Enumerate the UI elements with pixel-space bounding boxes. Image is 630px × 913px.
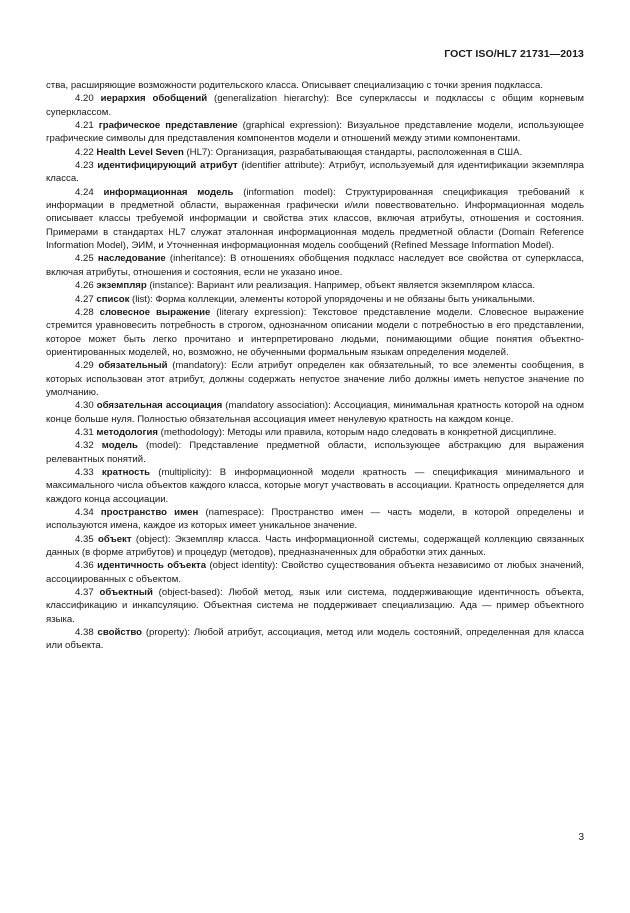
definition-entry: [46, 293, 584, 306]
entry-number: 4.20: [75, 93, 94, 105]
entry-term: пространство имен: [100, 507, 199, 518]
entry-term: экземпляр: [96, 280, 147, 292]
definition-entry: [46, 306, 584, 359]
continuation-paragraph: ства, расширяющие возможности родительского класса. Описывает специализацию с точки зрения подкласса.: [46, 80, 543, 91]
entry-number: 4.27: [75, 293, 94, 305]
entry-definition: (information model): Структурированная спецификация требований к информации в предметной области, выраженная графически и/или повествовательно. Информационная модель описывает классы требуемой информации и свойства этих классов, включая атрибуты, отношения и состояния. Примерами в стандартах HL7 служат эталонная информационная модель предметной области (Domain Reference Information Model), ЭИМ, и Уточненная информационная модель сообщений (Refined Message Information Model).: [46, 186, 585, 252]
definition-entry: [46, 626, 584, 653]
entry-term: обязательный: [98, 360, 168, 372]
definition-entry: [46, 119, 584, 146]
entry-definition: (model): Представление предметной области, использующее абстракцию для выражения релевантных понятий.: [46, 440, 584, 465]
entry-definition: (graphical expression): Визуальное представление модели, использующее графические символы для представления компонентов модели и отношений между этими компонентами.: [46, 120, 585, 145]
definition-entry: [46, 586, 584, 626]
definition-entry: [46, 186, 584, 253]
entry-term: модель: [101, 440, 138, 452]
entry-definition: (namespace): Пространство имен — часть модели, в которой определены и используются имена, каждое из которых имеет уникальное значение.: [46, 507, 585, 532]
entry-definition: (inheritance): В отношениях обобщения подкласс наследует все свойства от суперкласса, включая атрибуты, отношения и состояния, если не указано иное.: [46, 253, 584, 278]
document-body: [46, 79, 584, 653]
entry-term: наследование: [97, 253, 166, 265]
entry-definition: (object identity): Свойство существования объекта независимо от любых значений, ассоциированных с объектом.: [46, 560, 585, 585]
entry-number: 4.23: [75, 160, 94, 172]
entry-number: 4.22: [75, 146, 94, 158]
entry-definition: (object-based): Любой метод, язык или система, поддерживающие идентичность объекта, классификацию и инкапсуляцию. Объектная система не поддерживает специализацию. Ада — пример объектного языка.: [46, 587, 584, 625]
entry-term: идентичность объекта: [97, 560, 207, 572]
entry-definition: (mandatory association): Ассоциация, минимальная кратность которой на одном конце больше нуля. Полностью обязательная ассоциация имеет ненулевую кратность на каждом конце.: [46, 400, 584, 425]
entry-number: 4.26: [75, 280, 94, 292]
entry-number: 4.24: [75, 186, 94, 198]
entry-number: 4.38: [75, 627, 94, 639]
entry-number: 4.37: [75, 587, 94, 599]
entry-definition: (literary expression): Текстовое представление модели. Словесное выражение стремится уравновесить потребность в строгом, однозначном описании модели с потребностью в его представлении, которое может быть легко прочитано и интерпретировано людьми, понимающими общие понятия объектно-ориентированных моделей, но, возможно, не обученными формальным языкам определения моделей.: [46, 306, 585, 358]
entry-definition: (methodology): Методы или правила, которым надо следовать в конкретной дисциплине.: [158, 426, 557, 438]
entry-term: графическое представление: [98, 120, 238, 132]
entry-definition: (object): Экземпляр класса. Часть информационной системы, содержащей коллекцию связанных данных (в форме атрибутов) и процедур (методов), предназначенных для обработки этих данных.: [46, 533, 584, 559]
page-number: 3: [578, 832, 584, 843]
entry-definition: (HL7): Организация, разрабатывающая стандарты, расположенная в США.: [183, 146, 523, 158]
entry-definition: (mandatory): Если атрибут определен как обязательный, то все элементы сообщения, в которых использован этот атрибут, должны содержать непустое значение либо должны иметь непустое значение по умолчанию.: [46, 360, 584, 398]
entry-number: 4.21: [75, 120, 94, 132]
entry-definition: (instance): Вариант или реализация. Например, объект является экземпляром класса.: [146, 280, 536, 292]
entry-term: кратность: [101, 466, 151, 478]
entry-term: словесное выражение: [99, 306, 211, 318]
entry-number: 4.31: [75, 426, 94, 438]
entry-term: объектный: [99, 587, 153, 599]
entry-definition: (list): Форма коллекции, элементы которой упорядочены и не обязаны быть уникальными.: [129, 293, 535, 305]
definition-entry: [46, 252, 584, 279]
entry-definition: (property): Любой атрибут, ассоциация, метод или модель состояний, определенная для класса или объекта.: [46, 627, 584, 652]
definition-entry: [46, 559, 584, 586]
entry-term: свойство: [97, 627, 143, 639]
entry-number: 4.28: [75, 306, 94, 318]
entry-number: 4.35: [75, 533, 94, 545]
definition-entry: [46, 506, 584, 533]
entry-number: 4.29: [75, 360, 94, 372]
definition-entry: [46, 466, 584, 506]
entry-term: обязательная ассоциация: [96, 400, 223, 412]
entry-number: 4.30: [75, 400, 94, 412]
definition-entry: [46, 426, 584, 439]
definition-entry: [46, 279, 584, 292]
entry-number: 4.36: [75, 560, 94, 572]
entry-term: информационная модель: [103, 186, 234, 198]
entry-term: Health Level Seven: [96, 146, 184, 158]
document-header: ГОСТ ISO/HL7 21731—2013: [444, 48, 584, 60]
definition-entry: [46, 146, 584, 159]
entry-definition: (generalization hierarchy): Все суперклассы и подклассы с общим корневым суперклассом.: [46, 93, 584, 118]
entry-number: 4.25: [75, 253, 94, 265]
entry-number: 4.34: [75, 507, 94, 518]
entry-term: методология: [96, 426, 159, 438]
definitions-list: [46, 92, 584, 652]
definition-entry: [46, 399, 584, 426]
entry-number: 4.33: [75, 466, 94, 478]
entry-definition: (multiplicity): В информационной модели кратность — спецификация минимального и максимального числа объектов каждого класса, которые могут участвовать в ассоциации. Кратность определяется для каждого конца ассоциации.: [46, 466, 584, 505]
definition-entry: [46, 159, 584, 186]
entry-term: объект: [98, 533, 132, 545]
entry-number: 4.32: [75, 440, 94, 452]
entry-term: иерархия обобщений: [100, 93, 208, 105]
entry-definition: (identifier attribute): Атрибут, используемый для идентификации экземпляра класса.: [46, 160, 584, 185]
definition-entry: [46, 533, 584, 560]
definition-entry: [46, 359, 584, 399]
entry-term: список: [96, 293, 130, 305]
definition-entry: [46, 92, 584, 119]
entry-term: идентифицирующий атрибут: [97, 160, 238, 172]
definition-entry: [46, 439, 584, 466]
